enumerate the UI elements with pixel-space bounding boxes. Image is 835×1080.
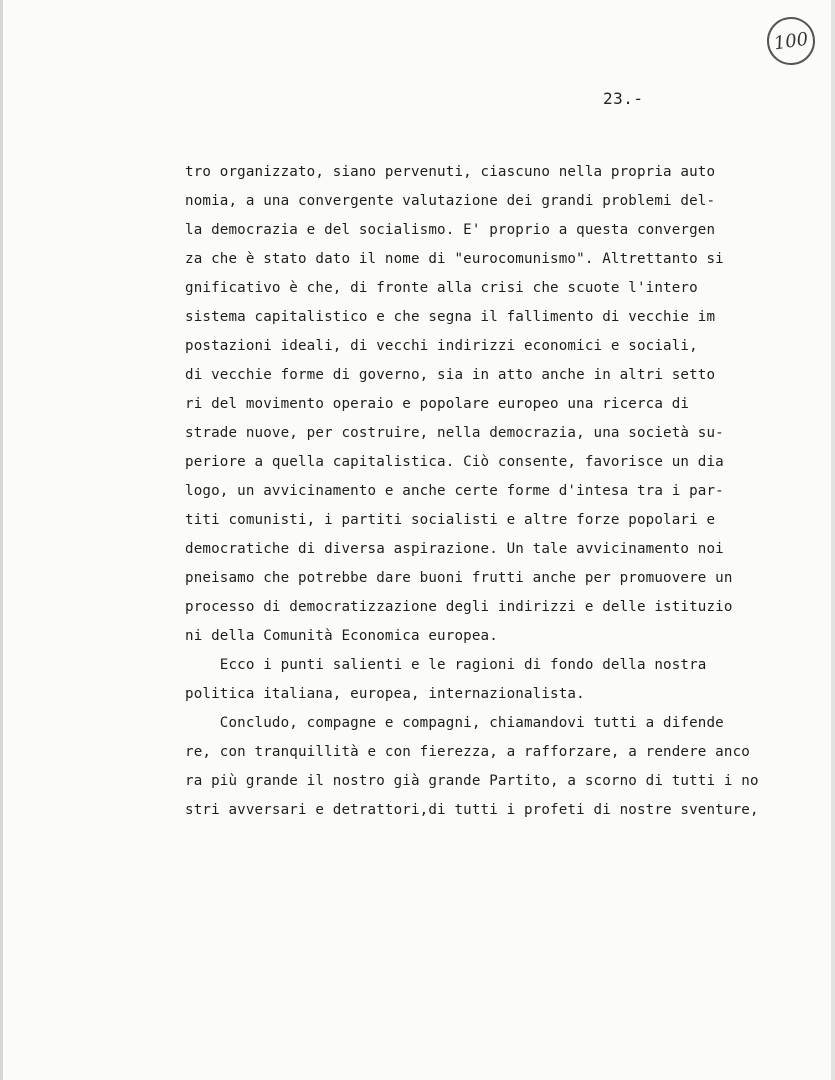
text-line: Concludo, compagne e compagni, chiamandovi tutti a difende [185,715,724,731]
text-line: di vecchie forme di governo, sia in atto anche in altri setto [185,367,716,383]
text-line: Ecco i punti salienti e le ragioni di fondo della nostra [185,657,707,673]
text-line: pneisamo che potrebbe dare buoni frutti anche per promuovere un [185,570,733,586]
text-line: re, con tranquillità e con fierezza, a rafforzare, a rendere anco [185,744,750,760]
text-line: postazioni ideali, di vecchi indirizzi economici e sociali, [185,338,698,354]
text-line: gnificativo è che, di fronte alla crisi che scuote l'intero [185,280,698,296]
page-right-edge [831,0,835,1080]
text-line: nomia, a una convergente valutazione dei grandi problemi del- [185,193,716,209]
text-line: la democrazia e del socialismo. E' proprio a questa convergen [185,222,716,238]
text-line: sistema capitalistico e che segna il fallimento di vecchie im [185,309,716,325]
text-line: ri del movimento operaio e popolare europeo una ricerca di [185,396,690,412]
archive-stamp [764,14,818,68]
text-line: politica italiana, europea, internazionalista. [185,686,585,702]
text-line: titi comunisti, i partiti socialisti e altre forze popolari e [185,512,716,528]
text-line: tro organizzato, siano pervenuti, ciascuno nella propria auto [185,164,716,180]
archive-stamp-number: 100 [772,28,810,54]
page-left-edge [0,0,3,1080]
text-line: ni della Comunità Economica europea. [185,628,498,644]
text-line: za che è stato dato il nome di "eurocomunismo". Altrettanto si [185,251,724,267]
page-number: 23.- [603,89,644,108]
text-line: ra più grande il nostro già grande Partito, a scorno di tutti i no [185,773,759,789]
text-line: strade nuove, per costruire, nella democrazia, una società su- [185,425,724,441]
text-line: logo, un avvicinamento e anche certe forme d'intesa tra i par- [185,483,724,499]
text-line: processo di democratizzazione degli indirizzi e delle istituzio [185,599,733,615]
text-line: periore a quella capitalistica. Ciò consente, favorisce un dia [185,454,724,470]
text-line: stri avversari e detrattori,di tutti i profeti di nostre sventure, [185,802,759,818]
text-line: democratiche di diversa aspirazione. Un tale avvicinamento noi [185,541,724,557]
typewritten-body [185,158,825,825]
